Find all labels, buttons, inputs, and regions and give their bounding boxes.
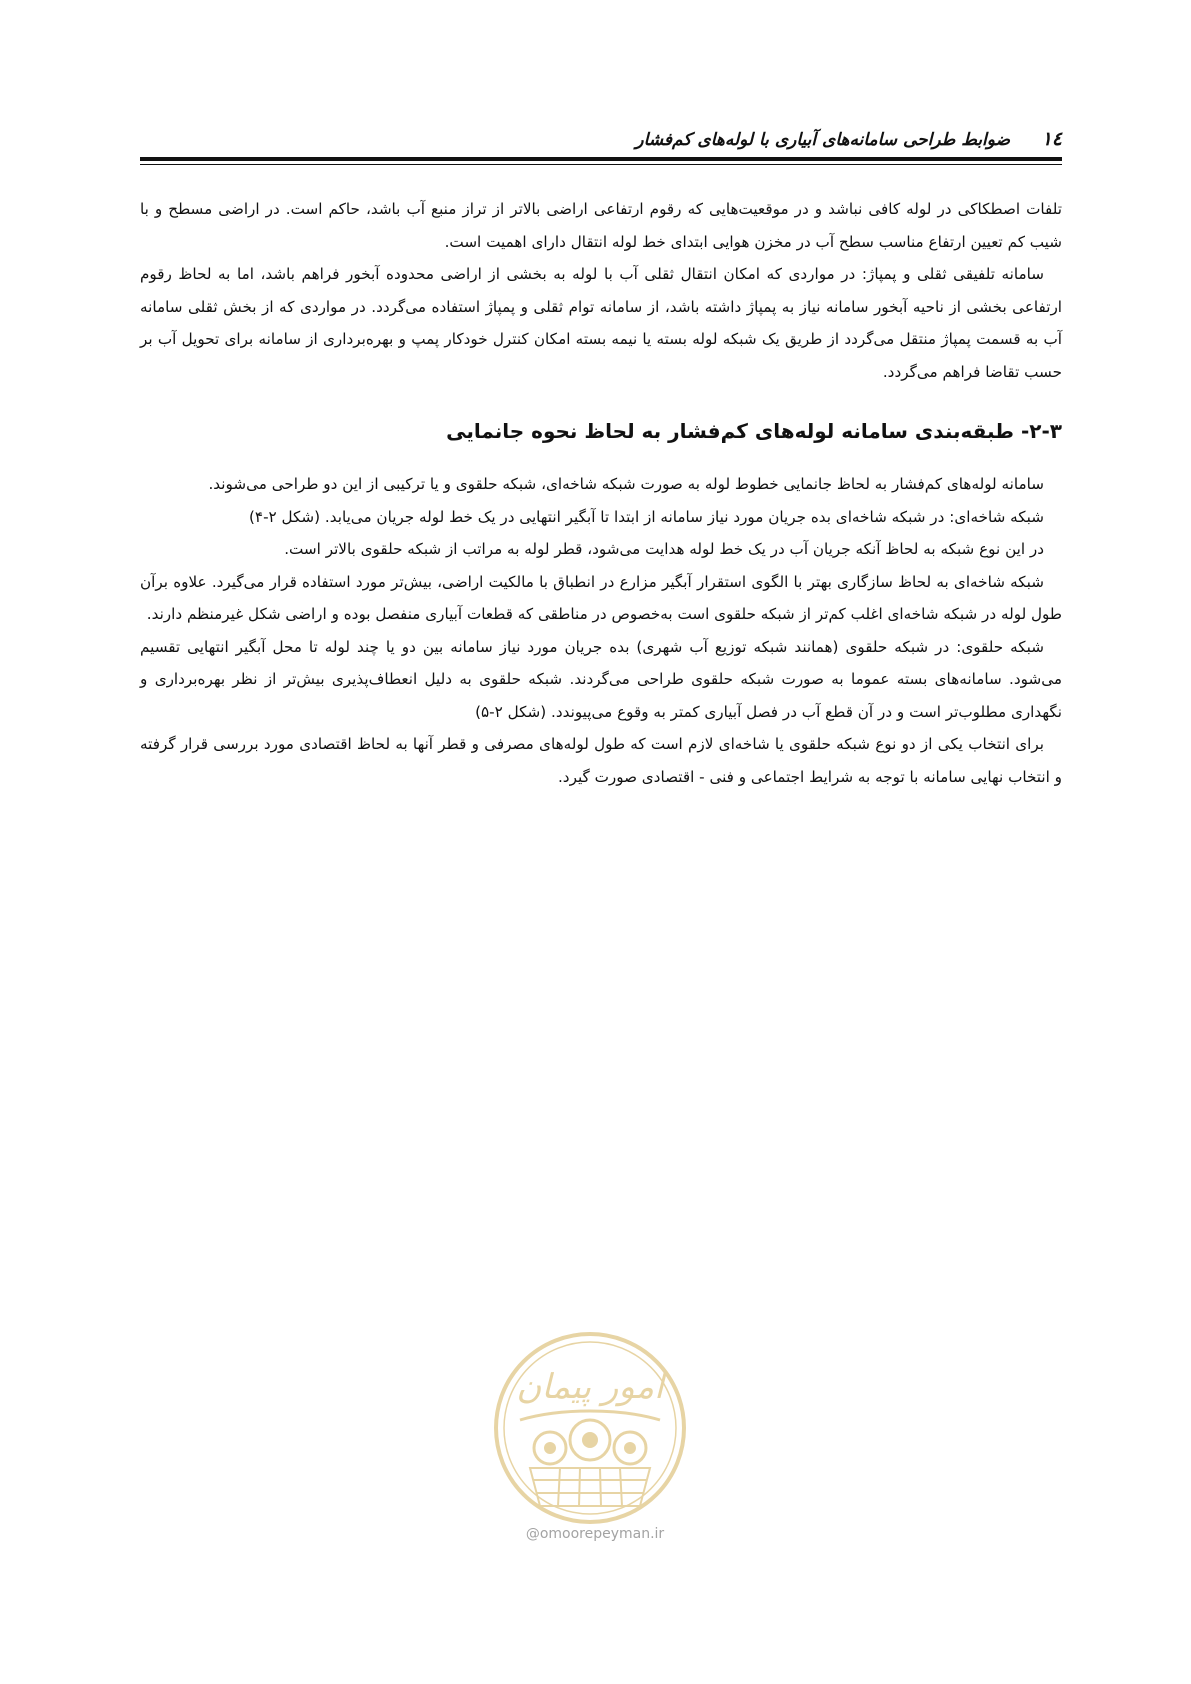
- page-header: [140, 126, 1062, 152]
- paragraph: شبکه شاخه‌ای: در شبکه شاخه‌ای بده جریان مورد نیاز سامانه از ابتدا تا آبگیر انتهایی در یک خط لوله جریان می‌یابد. (شکل ۲-۴): [248, 507, 1044, 526]
- header-rule-thick: [140, 157, 1062, 161]
- logo-text: امور پیمان: [516, 1367, 664, 1407]
- header-rule-thin: [140, 164, 1062, 165]
- watermark-url: @omoorepeyman.ir: [525, 1526, 665, 1542]
- paragraph: تلفات اصطکاکی در لوله کافی نباشد و در موقعیت‌هایی که رقوم ارتفاعی اراضی بالاتر از تراز منبع آب باشد، حاکم است. در اراضی مسطح و با شیب کم تعیین ارتفاع مناسب سطح آب در مخزن هوایی ابتدای خط لوله انتقال دارای اهمیت است.: [140, 200, 1062, 251]
- page-number: ۱٤: [1041, 128, 1062, 150]
- paragraph: شبکه حلقوی: در شبکه حلقوی (همانند شبکه توزیع آب شهری) بده جریان مورد نیاز سامانه بین دو یا چند لوله تا محل آبگیر انتهایی تقسیم می‌شود. سامانه‌های بسته عموما به صورت شبکه حلقوی طراحی می‌گردند. شبکه حلقوی به دلیل انعطاف‌پذیری بیش‌تر از نظر بهره‌برداری و نگهداری مطلوب‌تر است و در آن قطع آب در فصل آبیاری کمتر به وقوع می‌پیوندد. (شکل ۲-۵): [140, 637, 1062, 721]
- paragraph: سامانه لوله‌های کم‌فشار به لحاظ جانمایی خطوط لوله به صورت شبکه شاخه‌ای، شبکه حلقوی و یا ترکیبی از این دو طراحی می‌شوند.: [208, 475, 1044, 493]
- seal-icon: [490, 1328, 690, 1528]
- paragraph: سامانه تلفیقی ثقلی و پمپاژ: در مواردی که امکان انتقال ثقلی آب با لوله به بخشی از اراضی محدوده آبخور فراهم باشد، اما به لحاظ رقوم ارتفاعی بخشی از ناحیه آبخور سامانه نیاز به پمپاژ داشته باشد، از سامانه توام ثقلی و پمپاژ استفاده می‌گردد. در مواردی که از بخش ثقلی سامانه آب به قسمت پمپاژ منتقل می‌گردد از طریق یک شبکه لوله بسته یا نیمه بسته امکان کنترل خودکار پمپ و بهره‌برداری از سامانه برای تحویل آب بر حسب تقاضا فراهم می‌گردد.: [140, 265, 1062, 381]
- section-heading: ۲-۳- طبقه‌بندی سامانه لوله‌های کم‌فشار به لحاظ نحوه جانمایی: [446, 419, 1062, 443]
- body-text: [140, 193, 1062, 793]
- running-title: ضوابط طراحی سامانه‌های آبیاری با لوله‌های کم‌فشار: [635, 130, 1010, 150]
- paragraph: در این نوع شبکه به لحاظ آنکه جریان آب در یک خط لوله هدایت می‌شود، قطر لوله به مراتب از شبکه حلقوی بالاتر است.: [284, 540, 1044, 558]
- paragraph: شبکه شاخه‌ای به لحاظ سازگاری بهتر با الگوی استقرار آبگیر مزارع در انطباق با مالکیت اراضی، بیش‌تر مورد استفاده قرار می‌گیرد. علاوه برآن طول لوله در شبکه شاخه‌ای اغلب کم‌تر از شبکه حلقوی است به‌خصوص در مناطقی که قطعات آبیاری منفصل بوده و اراضی شکل غیرمنظم دارند.: [140, 572, 1062, 623]
- watermark-logo: [490, 1328, 690, 1528]
- paragraph: برای انتخاب یکی از دو نوع شبکه حلقوی یا شاخه‌ای لازم است که طول لوله‌های مصرفی و قطر آنها به لحاظ اقتصادی مورد بررسی قرار گرفته و انتخاب نهایی سامانه با توجه به شرایط اجتماعی و فنی - اقتصادی صورت گیرد.: [140, 735, 1062, 786]
